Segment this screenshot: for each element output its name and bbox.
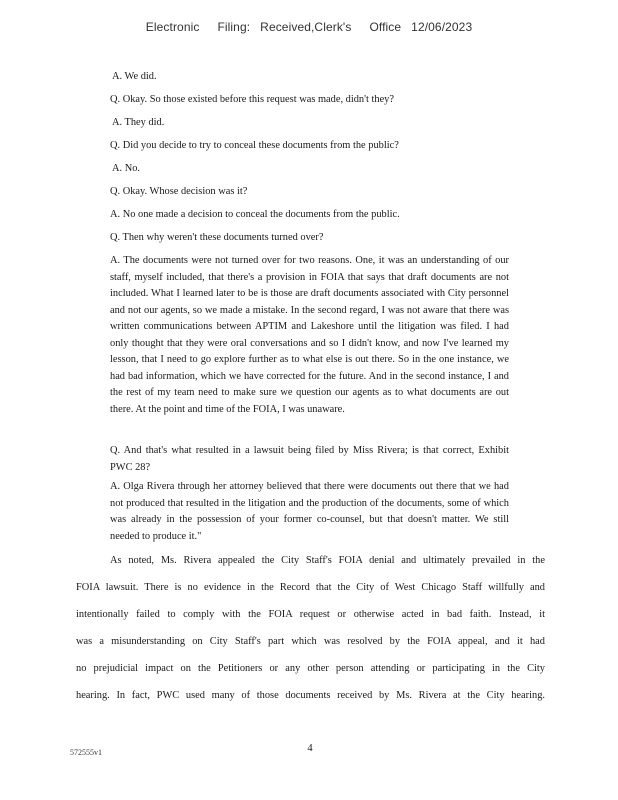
- transcript-line: Q. Did you decide to try to conceal these documents from the public?: [110, 140, 399, 151]
- body-text-line: hearing. In fact, PWC used many of those documents received by Ms. Rivera at the City hearing.: [76, 690, 545, 701]
- transcript-answer-rivera: A. Olga Rivera through her attorney believed that there were documents out there that we had not produced that resulted in the litigation and the production of the documents, some of which was already in the possession of your former co-counsel, but that doesn't matter. We still needed to produce it.": [110, 481, 509, 542]
- filing-stamp-header: [0, 20, 618, 34]
- transcript-line: Q. Okay. So those existed before this request was made, didn't they?: [110, 94, 394, 105]
- header-office: Office: [369, 20, 402, 34]
- transcript-line: A. They did.: [112, 117, 165, 128]
- header-electronic: Electronic: [145, 20, 200, 34]
- page-number: 4: [307, 743, 313, 754]
- header-filing: Filing:: [217, 20, 251, 34]
- header-date: 12/06/2023: [411, 20, 473, 34]
- document-id: 572555v1: [70, 748, 102, 757]
- body-text-line: intentionally failed to comply with the FOIA request or otherwise acted in bad faith. Instead, it: [76, 609, 545, 620]
- transcript-answer-long: A. The documents were not turned over for two reasons. One, it was an understanding of our staff, myself included, that there's a provision in FOIA that says that draft documents are not included. What I learned later to be is those are draft documents associated with City personnel and not our agents, so we made a mistake. In the second regard, I was not aware that there was written communications between APTIM and Lakeshore until the litigation was filed. I had only thought that they were oral conversations and so I didn't know, and now I've learned my lesson, that I need to go explore further as to what else is out there. So in the one instance, we had bad information, which we have corrected for the future. And in the second instance, I and the rest of my team need to make sure we question our agents as to what documents are out there. At the point and time of the FOIA, I was unaware.: [110, 255, 509, 415]
- body-text-line: was a misunderstanding on City Staff's part which was resolved by the FOIA appeal, and it had: [76, 636, 545, 647]
- transcript-line: Q. Okay. Whose decision was it?: [110, 186, 248, 197]
- body-text-line: As noted, Ms. Rivera appealed the City Staff's FOIA denial and ultimately prevailed in the: [110, 555, 545, 566]
- transcript-line: A. We did.: [112, 71, 157, 82]
- transcript-question-lawsuit: Q. And that's what resulted in a lawsuit being filed by Miss Rivera; is that correct, Exhibit PWC 28?: [110, 445, 509, 473]
- transcript-line: A. No one made a decision to conceal the documents from the public.: [110, 209, 400, 220]
- body-text-line: FOIA lawsuit. There is no evidence in the Record that the City of West Chicago Staff willfully and: [76, 582, 545, 593]
- body-text-line: no prejudicial impact on the Petitioners or any other person attending or participating in the City: [76, 663, 545, 674]
- transcript-line: A. No.: [112, 163, 140, 174]
- header-received: Received,Clerk's: [260, 20, 352, 34]
- transcript-line: Q. Then why weren't these documents turned over?: [110, 232, 324, 243]
